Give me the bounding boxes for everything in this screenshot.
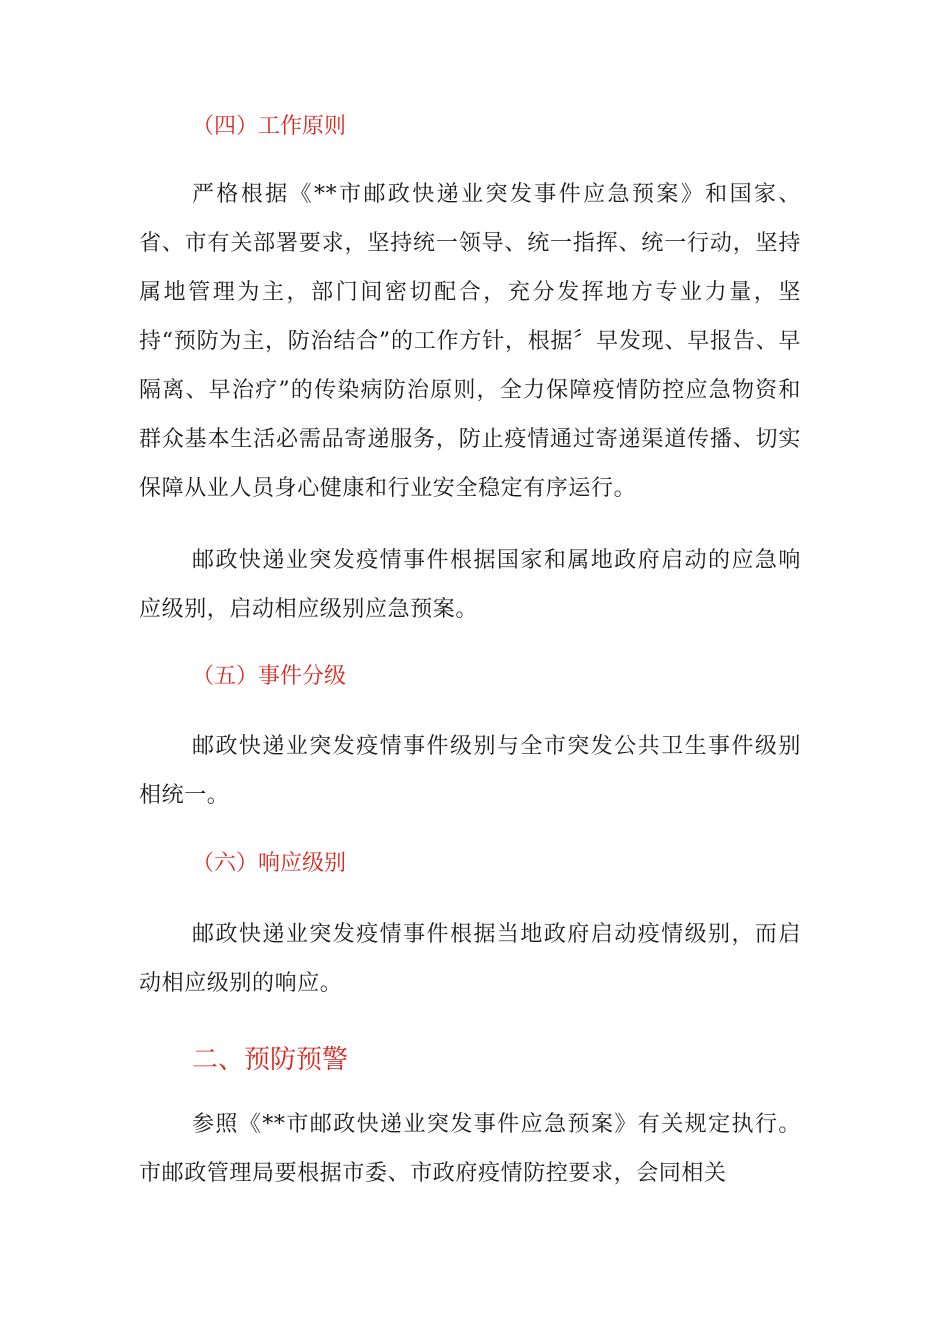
paragraph-response-level: 邮政快递业突发疫情事件根据当地政府启动疫情级别，而启动相应级别的响应。	[139, 922, 801, 996]
section-heading-response-level: （六）响应级别	[192, 851, 347, 876]
paragraph-event-grading: 邮政快递业突发疫情事件级别与全市突发公共卫生事件级别相统一。	[139, 734, 801, 808]
section-heading-event-grading: （五）事件分级	[192, 664, 347, 689]
section-heading-work-principles: （四）工作原则	[192, 114, 347, 139]
chapter-heading-prevention-warning: 二、预防预警	[192, 1045, 349, 1075]
paragraph-response-level-intro: 邮政快递业突发疫情事件根据国家和属地政府启动的应急响应级别，启动相应级别应急预案。	[139, 548, 801, 622]
paragraph-work-principles: 严格根据《**市邮政快递业突发事件应急预案》和国家、省、市有关部署要求，坚持统一领导、统一指挥、统一行动，坚持属地管理为主，部门间密切配合，充分发挥地方专业力量，坚持“预防为主，防治结合”的工作方针，根据〞早发现、早报告、早隔离、早治疗”的传染病防治原则，全力保障疫情防控应急物资和群众基本生活必需品寄递服务，防止疫情通过寄递渠道传播、切实保障从业人员身心健康和行业安全稳定有序运行。	[139, 182, 801, 501]
paragraph-prevention-warning: 参照《**市邮政快递业突发事件应急预案》有关规定执行。市邮政管理局要根据市委、市政府疫情防控要求，会同相关	[139, 1112, 801, 1186]
